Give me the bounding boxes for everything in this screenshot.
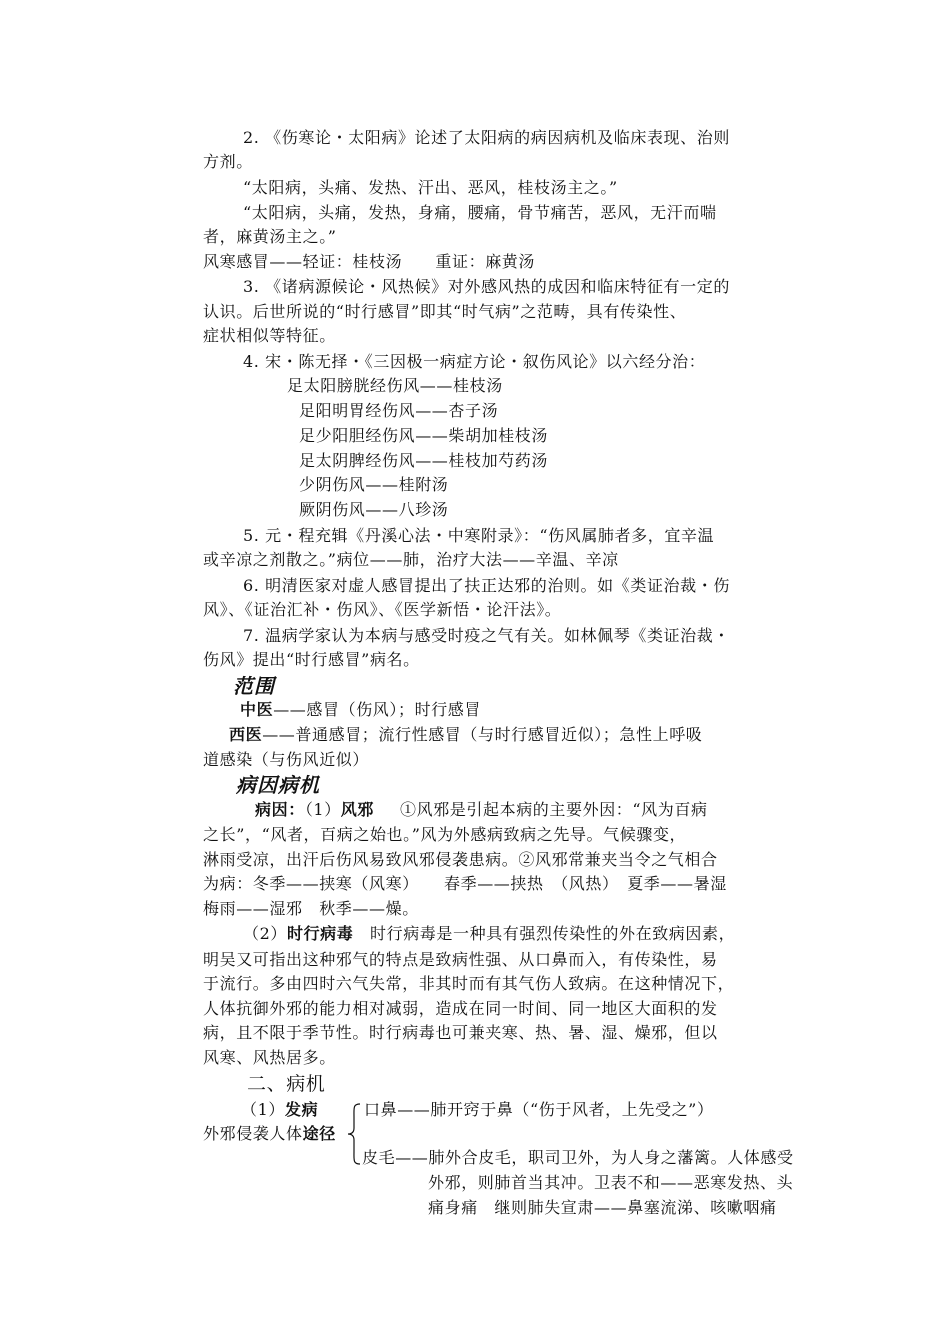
item-1-num: （1） [304, 800, 341, 819]
para-2-line-1: 2. 《伤寒论・太阳病》论述了太阳病的病因病机及临床表现、治则 [243, 128, 730, 147]
route [203, 1123, 336, 1145]
cause-label: 病因： [255, 800, 305, 819]
scope-wm-text: ——普通感冒；流行性感冒（与时行感冒近似）；急性上呼吸 [262, 725, 703, 744]
scope-tcm [240, 699, 481, 721]
six-channel-item: 足少阳胆经伤风——柴胡加桂枝汤 [299, 426, 549, 445]
scope-tcm-text: ——感冒（伤风）；时行感冒 [273, 700, 482, 719]
item-1-label: 风邪 [340, 800, 374, 819]
cause-item-1-line-5: 梅雨——湿邪 秋季——燥。 [203, 899, 419, 918]
scope-wm-label: 西医 [229, 725, 263, 744]
quote-guizhi: “太阳病，头痛、发热、汗出、恶风，桂枝汤主之。” [243, 178, 618, 197]
route-label: 途径 [302, 1124, 336, 1143]
item-2-label: 时行病毒 [286, 924, 354, 943]
route-branch-skin-line-1: 皮毛——肺外合皮毛，职司卫外，为人身之藩篱。人体感受 [362, 1148, 794, 1167]
para-7-line-2: 伤风》提出“时行感冒”病名。 [203, 650, 420, 669]
six-channel-item: 足太阳膀胱经伤风——桂枝汤 [287, 376, 503, 395]
route-branch-mouth-nose: 口鼻——肺开窍于鼻（“伤于风者，上先受之”） [364, 1100, 714, 1119]
para-5-line-1: 5. 元・程充辑《丹溪心法・中寒附录》：“伤风属肺者多，宜辛温 [243, 526, 715, 545]
fenghan-summary: 风寒感冒——轻证：桂枝汤 重证：麻黄汤 [203, 252, 536, 271]
cause-item-1-line-1 [255, 799, 708, 821]
six-channel-item: 足太阴脾经伤风——桂枝加芍药汤 [299, 451, 549, 470]
quote-mahuang-line-1: “太阳病，头痛，发热，身痛，腰痛，骨节痛苦，恶风，无汗而喘 [243, 203, 717, 222]
onset-label: 发病 [284, 1100, 319, 1119]
para-6-line-1: 6. 明清医家对虚人感冒提出了扶正达邪的治则。如《类证治裁・伤 [243, 576, 730, 595]
route-prefix: 外邪侵袭人体 [203, 1124, 303, 1143]
para-3-line-2: 认识。后世所说的“时行感冒”即其“时气病”之范畴，具有传染性、 [203, 302, 687, 321]
curly-brace-icon [347, 1103, 361, 1165]
para-6-line-2: 风》、《证治汇补・伤风》、《医学新悟・论汗法》。 [203, 600, 562, 619]
scope-heading: 范围 [233, 674, 275, 698]
item-1-text: ①风邪是引起本病的主要外因：“风为百病 [400, 800, 708, 819]
six-channel-item: 足阳明胃经伤风——杏子汤 [299, 401, 499, 420]
para-3-line-1: 3. 《诸病源候论・风热候》对外感风热的成因和临床特征有一定的 [243, 277, 730, 296]
quote-mahuang-line-2: 者，麻黄汤主之。” [203, 227, 337, 246]
cause-item-2-line-2: 明吴又可指出这种邪气的特点是致病性强、从口鼻而入，有传染性，易 [203, 950, 718, 969]
six-channel-item: 厥阴伤风——八珍汤 [299, 500, 449, 519]
scope-western [229, 724, 702, 746]
para-5-line-2: 或辛凉之剂散之。”病位——肺，治疗大法——辛温、辛凉 [203, 550, 619, 569]
pathogenesis-heading: 二、病机 [247, 1073, 326, 1095]
cause-item-1-line-2: 之长”，“风者，百病之始也。”风为外感病致病之先导。气候骤变， [203, 825, 687, 844]
item-2-text: 时行病毒是一种具有强烈传染性的外在致病因素， [353, 924, 736, 943]
onset-num: （1） [241, 1100, 285, 1119]
onset [241, 1099, 318, 1121]
para-3-line-3: 症状相似等特征。 [203, 326, 336, 345]
cause-item-2-line-3: 于流行。多由四时六气失常，非其时而有其气伤人致病。在这种情况下， [203, 974, 735, 993]
cause-item-2-line-4: 人体抗御外邪的能力相对减弱，造成在同一时间、同一地区大面积的发 [203, 999, 718, 1018]
etiology-heading: 病因病机 [236, 773, 320, 797]
para-2-line-2: 方剂。 [203, 152, 253, 171]
six-channel-item: 少阴伤风——桂附汤 [299, 475, 449, 494]
para-7-line-1: 7. 温病学家认为本病与感受时疫之气有关。如林佩琴《类证治裁・ [243, 626, 730, 645]
cause-item-2-line-6: 风寒、风热居多。 [203, 1048, 336, 1067]
scope-western-line-2: 道感染（与伤风近似） [203, 750, 370, 769]
cause-item-1-line-3: 淋雨受凉，出汗后伤风易致风邪侵袭患病。②风邪常兼夹当令之气相合 [203, 850, 718, 869]
item-2-num: （2） [243, 924, 287, 943]
route-branch-skin-line-3: 痛身痛 继则肺失宣肃——鼻塞流涕、咳嗽咽痛 [428, 1198, 777, 1217]
cause-item-1-line-4: 为病：冬季——挟寒（风寒） 春季——挟热 （风热） 夏季——暑湿 [203, 874, 727, 893]
para-4: 4. 宋・陈无择・《三因极一病症方论・叙伤风论》以六经分治： [243, 352, 706, 371]
cause-item-2-line-5: 病，且不限于季节性。时行病毒也可兼夹寒、热、暑、湿、燥邪，但以 [203, 1023, 718, 1042]
route-branch-skin-line-2: 外邪，则肺首当其冲。卫表不和——恶寒发热、头 [428, 1173, 794, 1192]
cause-item-2-line-1 [243, 923, 735, 945]
scope-tcm-label: 中医 [240, 700, 274, 719]
